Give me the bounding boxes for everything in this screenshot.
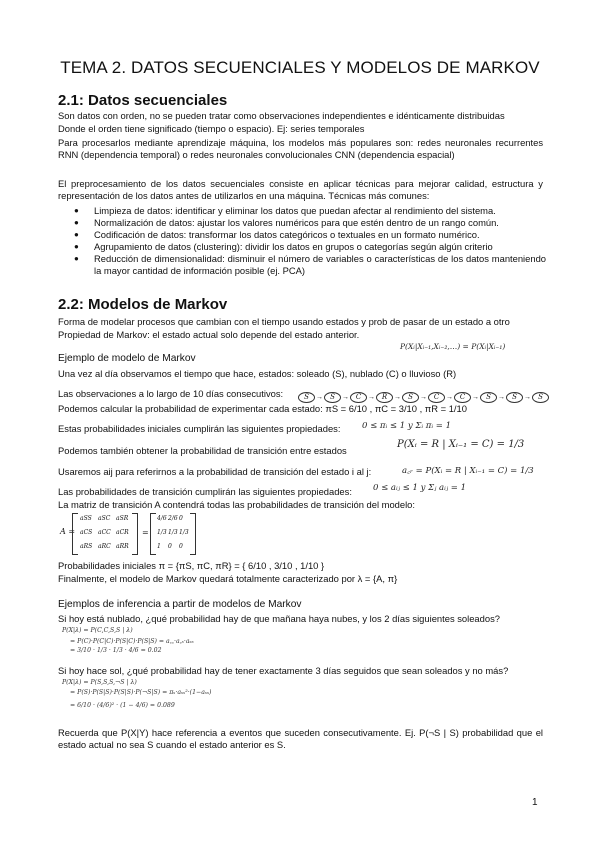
paragraph-line: Podemos calcular la probabilidad de experimentar cada estado: πS = 6/10 , πC = 3/10 , πR = 1/10: [58, 403, 467, 414]
state-node: C: [428, 392, 445, 403]
matrix-cell: 0: [168, 543, 172, 550]
arrow-icon: →: [524, 394, 531, 401]
state-node: R: [376, 392, 393, 403]
transition-prob-formula: P(Xᵢ = R | Xᵢ₋₁ = C) = 1/3: [397, 439, 525, 450]
paragraph-line: Son datos con orden, no se pueden tratar como observaciones independientes e idénticamente distribuidas: [58, 110, 505, 121]
question-1: Si hoy está nublado, ¿qué probabilidad hay de que mañana haya nubes, y los 2 días siguientes soleados?: [58, 613, 500, 624]
state-node: S: [480, 392, 497, 403]
aij-properties-formula: 0 ≤ aᵢⱼ ≤ 1 y Σⱼ aᵢⱼ = 1: [373, 483, 467, 493]
page-number: 1: [532, 797, 538, 808]
state-node: S: [402, 392, 419, 403]
state-node: S: [324, 392, 341, 403]
subheading-inference: Ejemplos de inferencia a partir de modelos de Markov: [58, 599, 302, 610]
matrix-cell: aCC: [98, 529, 111, 536]
arrow-icon: →: [420, 394, 427, 401]
worked-derivation: = P(C)·P(C|C)·P(S|C)·P(S|S) = a꜀꜀·a꜀ₛ·aₛₛ: [70, 638, 194, 645]
worked-derivation: = 6/10 · (4/6)² · (1 − 4/6) = 0.089: [70, 702, 175, 709]
note-paragraph: Recuerda que P(X|Y) hace referencia a eventos que suceden consecutivamente. Ej. P(¬S | S) probabilidad que el estado actual no sea S cuando el estado anterior es S.: [58, 727, 543, 750]
paragraph-line: Probabilidades iniciales π = {πS, πC, πR} = { 6/10 , 3/10 , 1/10 }: [58, 560, 325, 571]
paragraph-line: Estas probabilidades iniciales cumplirán las siguientes propiedades:: [58, 423, 341, 434]
section-heading-modelos-markov: 2.2: Modelos de Markov: [58, 296, 228, 313]
matrix-cell: 1/3: [157, 529, 167, 536]
matrix-cell: aCR: [116, 529, 129, 536]
matrix-cell: aRR: [116, 543, 129, 550]
matrix-cell: 1: [157, 543, 161, 550]
matrix-cell: aSS: [80, 515, 92, 522]
bracket-left: [150, 513, 156, 555]
paragraph-line: Las probabilidades de transición cumplirán las siguientes propiedades:: [58, 486, 352, 497]
arrow-icon: →: [446, 394, 453, 401]
matrix-cell: aSR: [116, 515, 129, 522]
matrix-label: A =: [60, 527, 76, 536]
matrix-cell: aRC: [98, 543, 111, 550]
state-node: C: [350, 392, 367, 403]
paragraph-line: Propiedad de Markov: el estado actual solo depende del estado anterior.: [58, 329, 360, 340]
list-item: ● Limpieza de datos: identificar y eliminar los datos que puedan afectar al rendimiento del sistema.: [74, 205, 496, 216]
state-node: S: [298, 392, 315, 403]
paragraph-line: Las observaciones a lo largo de 10 días consecutivos:: [58, 388, 284, 399]
matrix-cell: 0: [179, 515, 183, 522]
arrow-icon: →: [498, 394, 505, 401]
state-node: S: [532, 392, 549, 403]
bracket-right: [190, 513, 196, 555]
list-item: ● Reducción de dimensionalidad: disminuir el número de variables o características de los datos manteniendo la mayor cantidad de información posible (ej. PCA): [74, 253, 546, 276]
question-2: Si hoy hace sol, ¿qué probabilidad hay de tener exactamente 3 días seguidos que sean soleados y no más?: [58, 665, 509, 676]
arrow-icon: →: [368, 394, 375, 401]
paragraph-line: Una vez al día observamos el tiempo que hace, estados: soleado (S), nublado (C) o lluvioso (R): [58, 368, 457, 379]
bullet-icon: ●: [74, 242, 79, 251]
arrow-icon: →: [394, 394, 401, 401]
techniques-list: [58, 205, 546, 277]
matrix-cell: 4/6: [157, 515, 167, 522]
state-node: C: [454, 392, 471, 403]
arrow-icon: →: [316, 394, 323, 401]
bullet-icon: ●: [74, 206, 79, 215]
observation-sequence: [298, 386, 549, 404]
paragraph-models: Para procesarlos mediante aprendizaje máquina, los modelos más populares son: redes neuronales recurrentes RNN (dependencia temporal) o redes neuronales convolucionales CNN (dependencia espacial): [58, 137, 543, 160]
transition-matrix: [58, 513, 198, 555]
matrix-cell: aRS: [80, 543, 93, 550]
paragraph-line: Usaremos aij para referirnos a la probabilidad de transición del estado i al j:: [58, 466, 372, 477]
state-node: S: [506, 392, 523, 403]
matrix-cell: 2/6: [168, 515, 178, 522]
matrix-cell: 0: [179, 543, 183, 550]
page-title: TEMA 2. DATOS SECUENCIALES Y MODELOS DE MARKOV: [60, 58, 540, 77]
paragraph-line: Finalmente, el modelo de Markov quedará totalmente caracterizado por λ = {A, π}: [58, 573, 398, 584]
matrix-cell: aCS: [80, 529, 93, 536]
matrix-cell: 1/3: [179, 529, 189, 536]
aij-formula: a꜀ᵣ = P(Xᵢ = R | Xᵢ₋₁ = C) = 1/3: [402, 466, 534, 476]
matrix-cell: aSC: [98, 515, 111, 522]
paragraph-line: Podemos también obtener la probabilidad de transición entre estados: [58, 445, 347, 456]
paragraph-line: La matriz de transición A contendrá todas las probabilidades de transición del modelo:: [58, 499, 415, 510]
paragraph-line: Forma de modelar procesos que cambian con el tiempo usando estados y prob de pasar de un estado a otro: [58, 316, 510, 327]
worked-derivation: P(X|λ) = P(C,C,S,S | λ): [62, 627, 133, 634]
paragraph-preprocessing: El preprocesamiento de los datos secuenciales consiste en aplicar técnicas para mejorar calidad, estructura y representación de los datos antes de utilizarlos en una máquina. Técnicas más comunes:: [58, 178, 543, 201]
list-item: ● Agrupamiento de datos (clustering): dividir los datos en grupos o categorías según algún criterio: [74, 241, 493, 252]
worked-derivation: P(X|λ) = P(S,S,S,¬S | λ): [62, 679, 137, 686]
markov-property-formula: P(Xᵢ|Xᵢ₋₁,Xᵢ₋₂,…) = P(Xᵢ|Xᵢ₋₁): [400, 342, 506, 351]
bracket-right: [132, 513, 138, 555]
worked-derivation: = 3/10 · 1/3 · 1/3 · 4/6 = 0.02: [70, 647, 162, 654]
subheading-example: Ejemplo de modelo de Markov: [58, 353, 196, 364]
initial-prob-properties-formula: 0 ≤ πᵢ ≤ 1 y Σᵢ πᵢ = 1: [362, 421, 452, 431]
list-item: ● Codificación de datos: transformar los datos categóricos o textuales en un formato numérico.: [74, 229, 480, 240]
arrow-icon: →: [472, 394, 479, 401]
worked-derivation: = P(S)·P(S|S)·P(S|S)·P(¬S|S) = πₛ·aₛₛ²·(1−aₛₛ): [70, 689, 212, 696]
bullet-icon: ●: [74, 218, 79, 227]
bracket-left: [72, 513, 78, 555]
equals-sign: =: [142, 528, 149, 537]
matrix-cell: 1/3: [168, 529, 178, 536]
list-item: ● Normalización de datos: ajustar los valores numéricos para que estén dentro de un rango común.: [74, 217, 499, 228]
bullet-icon: ●: [74, 254, 79, 263]
section-heading-datos-secuenciales: 2.1: Datos secuenciales: [58, 92, 228, 109]
paragraph-line: Donde el orden tiene significado (tiempo o espacio). Ej: series temporales: [58, 123, 365, 134]
bullet-icon: ●: [74, 230, 79, 239]
arrow-icon: →: [342, 394, 349, 401]
